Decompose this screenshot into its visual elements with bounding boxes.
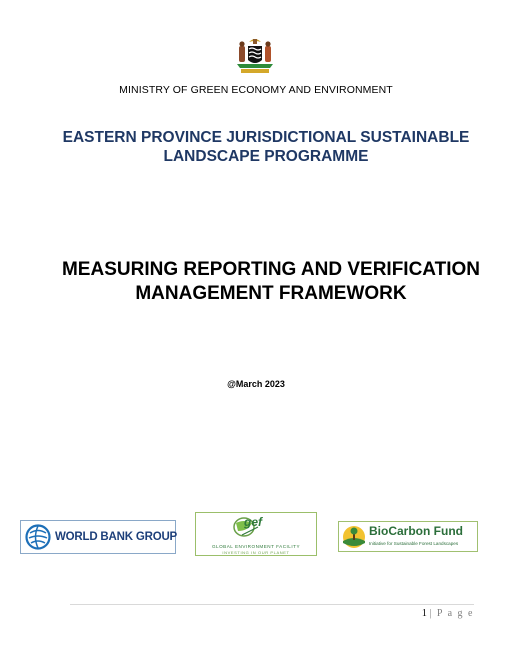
biocarbon-fund-logo bbox=[338, 521, 478, 552]
globe-icon bbox=[25, 524, 51, 550]
biocarbon-fund-tagline: Initiative for Sustainable Forest Landscapes bbox=[369, 541, 459, 546]
document-title-line-2: MANAGEMENT FRAMEWORK bbox=[135, 283, 407, 304]
page-footer bbox=[422, 608, 474, 619]
biocarbon-fund-name: BioCarbon Fund bbox=[369, 524, 463, 538]
document-date: @March 2023 bbox=[227, 379, 285, 389]
page-number: 1 bbox=[421, 608, 427, 619]
gef-logo bbox=[195, 512, 317, 556]
document-title bbox=[30, 258, 512, 306]
programme-line-1: EASTERN PROVINCE JURISDICTIONAL SUSTAINABLE bbox=[62, 129, 470, 146]
gef-tagline: INVESTING IN OUR PLANET bbox=[222, 550, 290, 555]
world-bank-group-text: WORLD BANK GROUP bbox=[55, 531, 178, 543]
page-label: | P a g e bbox=[429, 608, 474, 619]
biocarbon-sun-tree-icon bbox=[342, 525, 366, 554]
ministry-name: MINISTRY OF GREEN ECONOMY AND ENVIRONMENT bbox=[119, 84, 393, 96]
programme-heading bbox=[60, 128, 472, 166]
zambia-coat-of-arms-icon bbox=[232, 36, 278, 76]
gef-name: gef bbox=[244, 515, 262, 529]
gef-full-name: GLOBAL ENVIRONMENT FACILITY bbox=[211, 544, 301, 549]
document-title-line-1: MEASURING REPORTING AND VERIFICATION bbox=[61, 259, 480, 280]
footer-divider bbox=[70, 604, 474, 605]
world-bank-group-logo bbox=[20, 520, 176, 554]
programme-line-2: LANDSCAPE PROGRAMME bbox=[163, 148, 369, 165]
